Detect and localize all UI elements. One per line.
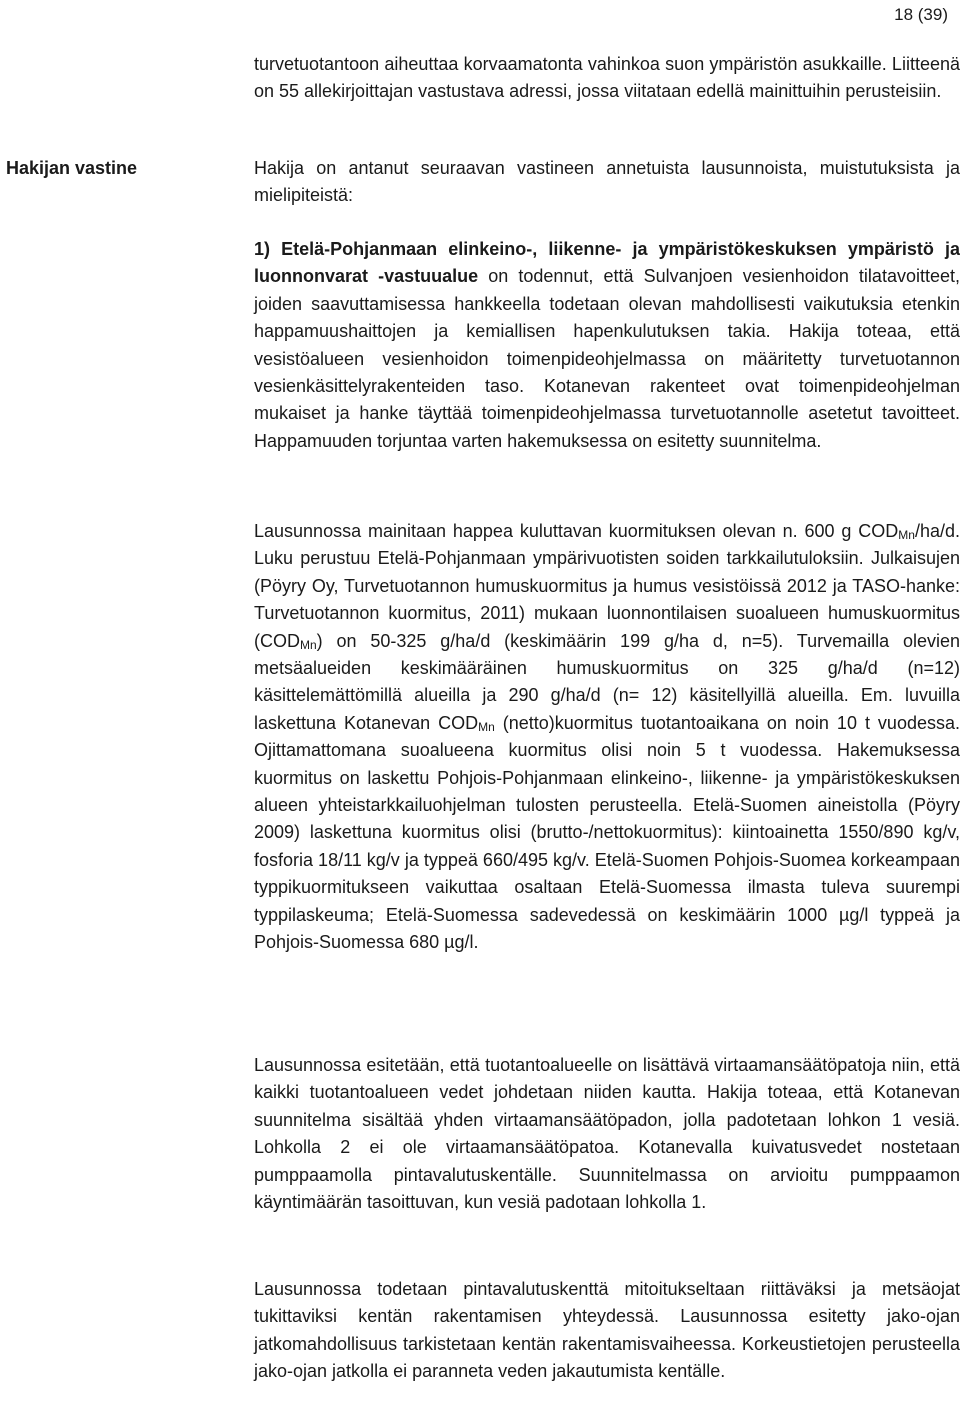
- response-intro-paragraph: [254, 155, 960, 210]
- item1-heading: 1) Etelä-Pohjanmaan elinkeino-, liikenne- ja ympäristökeskuksen ympäristö ja luonnonvarat -vastuualue: [254, 239, 960, 287]
- load-sub-3: Mn: [478, 719, 495, 734]
- item1-paragraph: [254, 236, 960, 455]
- load-text-2: /ha/d. Luku perustuu Etelä-Pohjanmaan ympärivuotisten soiden tarkkailutuloksiin. Julkaisujen (Pöyry Oy, Turvetuotannon humuskuormitus ja humus vesistöissä 2012 ja TASO-hanke: Turvetuotannon kuormitus, 2011) mukaan luonnontilaisen suoalueen humuskuormitus (COD: [254, 521, 960, 651]
- field-paragraph: [254, 1276, 960, 1386]
- intro-tail-paragraph: [254, 51, 960, 106]
- load-text-3: ) on 50-325 g/ha/d (keskimäärin 199 g/ha d, n=5). Turvemailla olevien metsäalueiden keskimääräinen humuskuormitus on 325 g/ha/d (n=12) käsittelemättömillä alueilla ja 290 g/ha/d (n= 12) käsitellyillä alueilla. Em. luvuilla laskettuna Kotanevan COD: [254, 630, 960, 733]
- intro-tail-text: turvetuotantoon aiheuttaa korvaamatonta vahinkoa suon ympäristön asukkaille. Liitteenä on 55 allekirjoittajan vastustava adressi, jossa viitataan edellä mainittuihin perusteisiin.: [254, 54, 960, 102]
- page-number: 18 (39): [894, 5, 948, 24]
- item1-text: on todennut, että Sulvanjoen vesienhoidon tilatavoitteet, joiden saavuttamisessa hankkeella todetaan olevan mahdollisesti vaikutuksia etenkin happamuushaittojen ja kemiallisen hapenkulutuksen takia. Hakija toteaa, että vesistöalueen vesienhoidon toimenpideohjelmassa on määritetty turvetuotannon vesienkäsittelyrakenteiden taso. Kotanevan rakenteet ovat toimenpideohjelman mukaiset ja hanke täyttää toimenpideohjelmassa turvetuotannolle asetetut tavoitteet. Happamuuden torjuntaa varten hakemuksessa on esitetty suunnitelma.: [254, 266, 960, 451]
- load-text-4: (netto)kuormitus tuotantoaikana on noin 10 t vuodessa. Ojittamattomana suoalueena kuormitus olisi noin 5 t vuodessa. Hakemuksessa kuormitus on laskettu Pohjois-Pohjanmaan elinkeino-, liikenne- ja ympäristökeskuksen alueen yhteistarkkailuohjelman tulosten perusteella. Etelä-Suomen aineistolla (Pöyry 2009) laskettuna kuormitus olisi (brutto-/nettokuormitus): kiintoainetta 1550/890 kg/v, fosforia 18/11 kg/v ja typpeä 660/495 kg/v. Etelä-Suomen Pohjois-Suomea korkeampaan typpikuormitukseen vaikuttaa osaltaan Etelä-Suomessa ilmasta tuleva suurempi typpilaskeuma; Etelä-Suomessa sadevedessä on keskimäärin 1000 µg/l typpeä ja Pohjois-Suomessa 680 µg/l.: [254, 712, 960, 953]
- load-sub-1: Mn: [898, 528, 915, 542]
- load-sub-2: Mn: [300, 637, 317, 652]
- field-text: Lausunnossa todetaan pintavalutuskenttä mitoitukseltaan riittäväksi ja metsäojat tukittaviksi kentän rakentamisen yhteydessä. Lausunnossa esitetty jako-ojan jatkomahdollisuus tarkistetaan kentän rakentamisvaiheessa. Korkeustietojen perusteella jako-ojan jatkolla ei paranneta veden jakautumista kentälle.: [254, 1279, 960, 1382]
- load-text-1: Lausunnossa mainitaan happea kuluttavan kuormituksen olevan n. 600 g COD: [254, 521, 899, 541]
- load-paragraph: [254, 518, 960, 957]
- response-intro-text: Hakija on antanut seuraavan vastineen annetuista lausunnoista, muistutuksista ja mielipiteistä:: [254, 158, 960, 206]
- side-heading: Hakijan vastine: [6, 158, 138, 178]
- flow-paragraph: [254, 1052, 960, 1216]
- flow-text: Lausunnossa esitetään, että tuotantoalueelle on lisättävä virtaamansäätöpatoja niin, että kaikki tuotantoalueen vedet johdetaan niiden kautta. Hakija toteaa, että Kotanevan suunnitelma sisältää yhden virtaamansäätöpadon, jolla padotetaan lohkon 1 vesiä. Lohkolla 2 ei ole virtaamansäätöpatoa. Kotanevalla kuivatusvedet nostetaan pumppaamolla pintavalutuskentälle. Suunnitelmassa on arvioitu pumppaamon käyntimäärän tasoittuvan, kun vesiä padotaan lohkolla 1.: [254, 1055, 960, 1213]
